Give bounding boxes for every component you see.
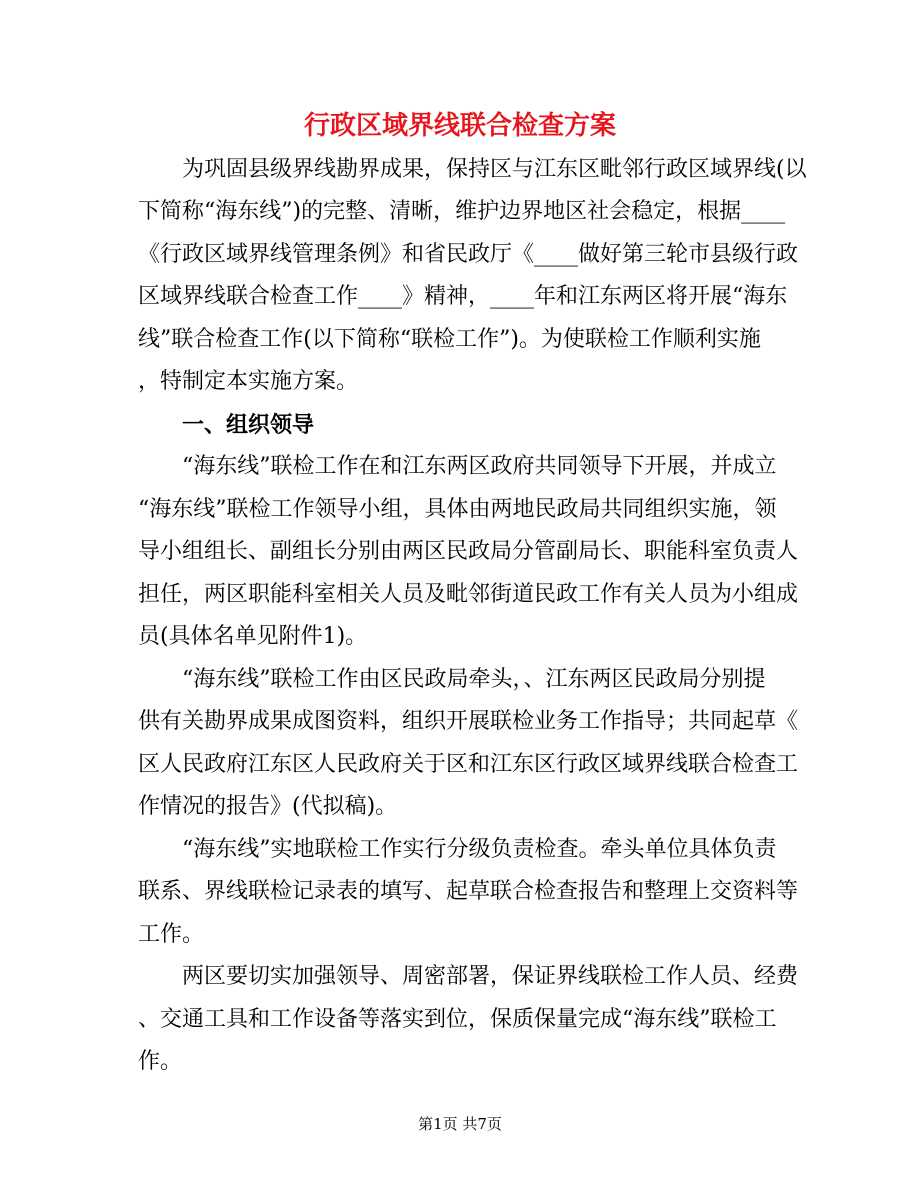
body-text-line: “海东线”联检工作领导小组，具体由两地民政局共同组织实施，领 [138,497,777,522]
body-text-line: 供有关勘界成果成图资料，组织开展联检业务工作指导；共同起草《 [138,709,799,734]
body-text-line: “海东线”联检工作在和江东两区政府共同领导下开展，并成立 [138,454,777,479]
body-text-line: 导小组组长、副组长分别由两区民政局分管副局长、职能科室负责人 [138,539,799,564]
body-text-line: 下简称“海东线”)的完整、清晰，维护边界地区社会稳定，根据____ [138,199,786,224]
body-text-line: 《行政区域界线管理条例》和省民政厅《____做好第三轮市县级行政 [138,242,799,267]
body-text-line: 工作。 [138,922,205,947]
body-text-line: 、交通工具和工作设备等落实到位，保质保量完成“海东线”联检工 [138,1007,777,1032]
body-text-line: 区域界线联合检查工作____》精神，____年和江东两区将开展“海东 [138,284,788,309]
body-text-line: 员(具体名单见附件1)。 [138,624,368,649]
body-text-line: 联系、界线联检记录表的填写、起草联合检查报告和整理上交资料等 [138,879,799,904]
body-text-line: 为巩固县级界线勘界成果，保持区与江东区毗邻行政区域界线(以 [138,157,807,182]
body-text-line: 区人民政府江东区人民政府关于区和江东区行政区域界线联合检查工 [138,752,799,777]
body-text-line: 线”联合检查工作(以下简称“联检工作”)。为使联检工作顺利实施 [138,327,761,352]
page-number-footer: 第1页 共7页 [418,1115,502,1133]
body-text-line: “海东线”实地联检工作实行分级负责检查。牵头单位具体负责 [138,837,777,862]
body-text-line: 担任，两区职能科室相关人员及毗邻街道民政工作有关人员为小组成 [138,582,799,607]
body-text-line: 作。 [138,1049,183,1074]
body-text-line: 两区要切实加强领导、周密部署，保证界线联检工作人员、经费 [138,964,799,989]
document-title: 行政区域界线联合检查方案 [303,111,616,141]
body-text-line: ，特制定本实施方案。 [138,369,359,394]
body-text-line: 作情况的报告》(代拟稿)。 [138,794,398,819]
body-text-line: “海东线”联检工作由区民政局牵头，、江东两区民政局分别提 [138,667,766,692]
section-heading: 一、组织领导 [138,412,315,438]
